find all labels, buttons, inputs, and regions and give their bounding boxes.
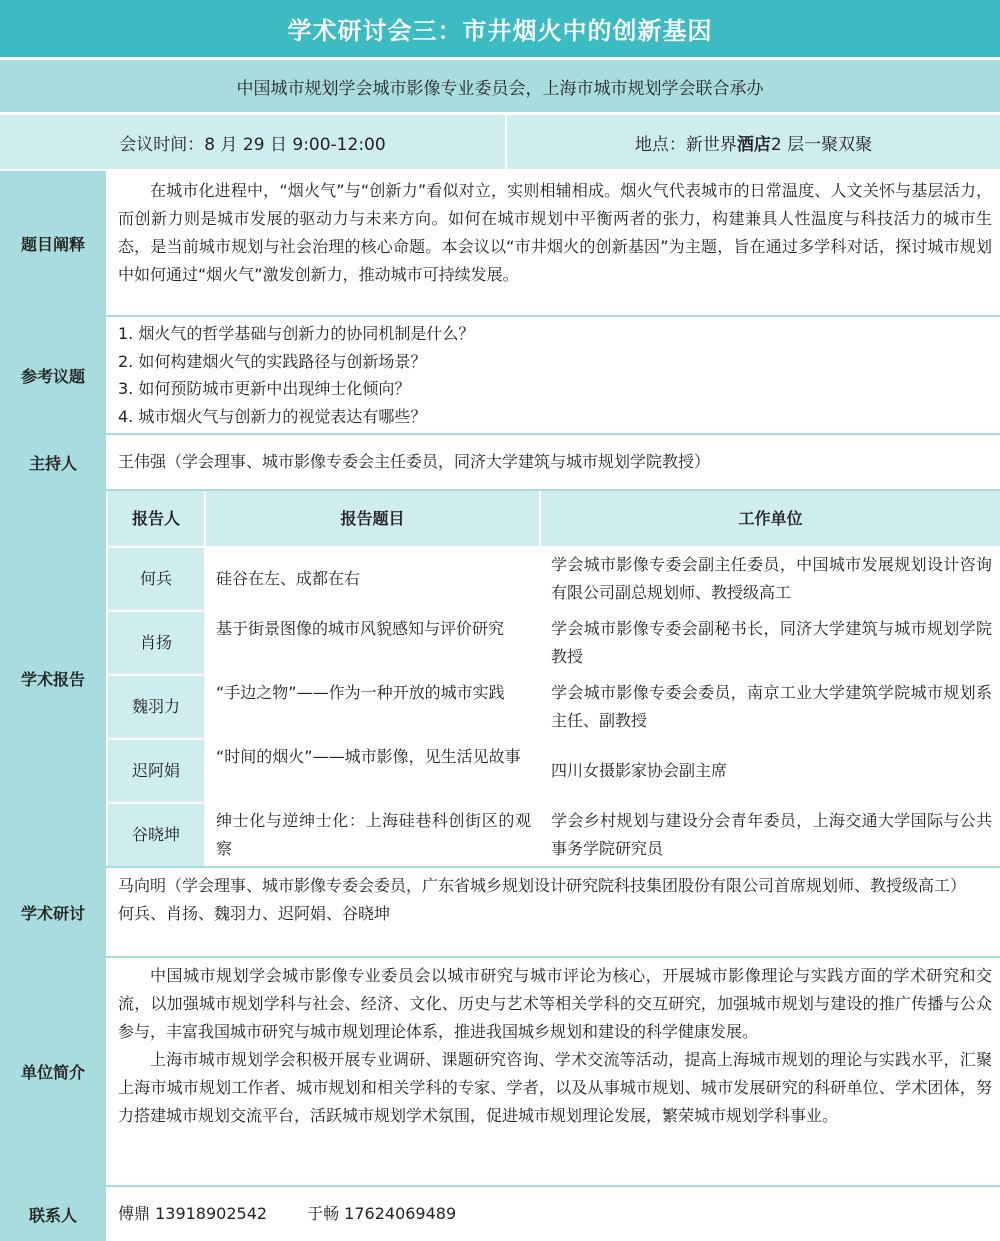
report-unit: 学会城市影像专委会副秘书长，同济大学建筑与城市规划学院教授 xyxy=(541,612,1000,674)
report-unit: 学会城市影像专委会副主任委员，中国城市发展规划设计咨询有限公司副总规划师、教授级高工 xyxy=(541,548,1000,610)
topic-item: 4. 城市烟火气与创新力的视觉表达有哪些？ xyxy=(118,406,427,426)
intro-text xyxy=(108,958,1000,1185)
report-topic: 基于街景图像的城市风貌感知与评价研究 xyxy=(206,612,539,674)
report-speaker: 魏羽力 xyxy=(108,676,204,738)
discussion-moderator: 马向明（学会理事、城市影像专委会委员，广东省城乡规划设计研究院科技集团股份有限公司首席规划师、教授级高工） xyxy=(118,876,967,895)
host-text: 王伟强（学会理事、城市影像专委会主任委员，同济大学建筑与城市规划学院教授） xyxy=(108,435,1000,489)
reports-label: 学术报告 xyxy=(0,491,106,866)
discussion-label: 学术研讨 xyxy=(0,868,106,956)
header-speaker: 报告人 xyxy=(108,491,204,546)
contact-section xyxy=(0,1187,1000,1241)
header-topic: 报告题目 xyxy=(206,491,539,546)
contact-label: 联系人 xyxy=(0,1187,106,1241)
discussion-section xyxy=(0,868,1000,956)
location-emphasis: 酒店 xyxy=(736,134,771,155)
topics-list xyxy=(108,317,1000,433)
meeting-time: 会议时间：8 月 29 日 9:00-12:00 xyxy=(119,134,386,155)
report-speaker: 肖扬 xyxy=(108,612,204,674)
intro-label: 单位简介 xyxy=(0,958,106,1185)
discussion-text xyxy=(108,868,1000,956)
topics-section xyxy=(0,317,1000,433)
theme-text: 在城市化进程中，“烟火气”与“创新力”看似对立，实则相辅相成。烟火气代表城市的日常温度、人文关怀与基层活力，而创新力则是城市发展的驱动力与未来方向。如何在城市规划中平衡两者的张力，构建兼具人性温度与科技活力的城市生态，是当前城市规划与社会治理的核心命题。本会议以“市井烟火的创新基因”为主题，旨在通过多学科对话，探讨城市规划中如何通过“烟火气”激发创新力，推动城市可持续发展。 xyxy=(118,181,992,284)
organizer-line: 中国城市规划学会城市影像专业委员会，上海市城市规划学会联合承办 xyxy=(0,60,1000,112)
location-suffix: 2 层一聚双聚 xyxy=(770,134,873,155)
reports-section xyxy=(0,491,1000,866)
theme-text-cell xyxy=(108,171,1000,315)
report-speaker: 迟阿娟 xyxy=(108,740,204,802)
report-unit: 四川女摄影家协会副主席 xyxy=(541,740,1000,802)
contact-text xyxy=(108,1187,1000,1241)
meeting-location xyxy=(507,115,1000,169)
report-speaker: 何兵 xyxy=(108,548,204,610)
theme-section xyxy=(0,171,1000,315)
host-label: 主持人 xyxy=(0,435,106,489)
topic-item: 1. 烟火气的哲学基础与创新力的协同机制是什么？ xyxy=(118,324,475,343)
theme-label: 题目阐释 xyxy=(0,171,106,315)
header-unit: 工作单位 xyxy=(541,491,1000,546)
topics-label: 参考议题 xyxy=(0,317,106,433)
report-unit: 学会城市影像专委会委员，南京工业大学建筑学院城市规划系主任、副教授 xyxy=(541,676,1000,738)
report-topic: “时间的烟火”——城市影像，见生活见故事 xyxy=(206,740,539,802)
intro-section xyxy=(0,958,1000,1185)
topic-item: 3. 如何预防城市更新中出现绅士化倾向？ xyxy=(118,379,411,398)
report-topic: 绅士化与逆绅士化：上海硅巷科创街区的观察 xyxy=(206,804,539,866)
host-section xyxy=(0,435,1000,489)
intro-paragraph-2: 上海市城市规划学会积极开展专业调研、课题研究咨询、学术交流等活动，提高上海城市规划的理论与实践水平，汇聚上海市城市规划工作者、城市规划和相关学科的专家、学者，以及从事城市规划、城市发展研究的科研单位、学术团体，努力搭建城市规划交流平台，活跃城市规划学术氛围，促进城市规划理论发展，繁荣城市规划学科事业。 xyxy=(118,1050,992,1125)
contact-person-1: 傅鼎 13918902542 xyxy=(118,1204,268,1223)
reports-table xyxy=(108,491,1000,866)
intro-paragraph-1: 中国城市规划学会城市影像专业委员会以城市研究与城市评论为核心，开展城市影像理论与实践方面的学术研究和交流，以加强城市规划学科与社会、经济、文化、历史与艺术等相关学科的交互研究，加强城市规划与建设的推广传播与公众参与，丰富我国城市研究与城市规划理论体系，推进我国城乡规划和建设的科学健康发展。 xyxy=(118,966,992,1041)
contact-person-2: 于畅 17624069489 xyxy=(307,1204,457,1223)
location-prefix: 地点：新世界 xyxy=(634,134,737,155)
topic-item: 2. 如何构建烟火气的实践路径与创新场景？ xyxy=(118,351,427,371)
meeting-info-bar xyxy=(0,115,1000,169)
report-topic: 硅谷在左、成都在右 xyxy=(206,548,539,610)
report-speaker: 谷晓坤 xyxy=(108,804,204,866)
report-unit: 学会乡村规划与建设分会青年委员，上海交通大学国际与公共事务学院研究员 xyxy=(541,804,1000,866)
page-title: 学术研讨会三：市井烟火中的创新基因 xyxy=(0,0,1000,57)
report-topic: “手边之物”——作为一种开放的城市实践 xyxy=(206,676,539,738)
discussion-panelists: 何兵、肖扬、魏羽力、迟阿娟、谷晓坤 xyxy=(118,904,391,923)
